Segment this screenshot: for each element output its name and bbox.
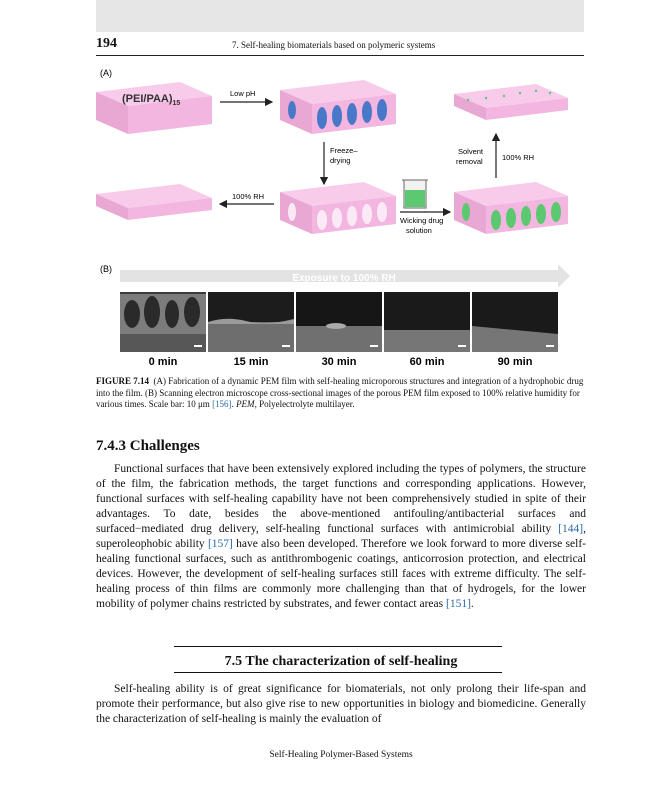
citation-157[interactable]: [157] [207, 538, 233, 550]
section-rule-bottom [174, 672, 502, 673]
paragraph-challenges [96, 462, 586, 612]
film-label: $(PEI/PAA)_{15}$ [122, 93, 181, 107]
sem-time-3: 60 min [409, 356, 445, 368]
citation-151[interactable]: [151] [446, 598, 471, 610]
freeze-label-1: Freeze– [330, 146, 358, 155]
citation-144[interactable]: [144] [558, 523, 584, 535]
sem-time-0: 0 min [148, 356, 178, 368]
film-drug-loaded [454, 182, 568, 234]
figure-schematic [96, 62, 584, 374]
sem-time-1: 15 min [233, 356, 269, 368]
section-rule-top [174, 646, 502, 647]
caption-label: FIGURE 7.14 [96, 376, 150, 386]
film-healed [96, 184, 212, 220]
running-title: 7. Self-healing biomaterials based on polymeric systems [232, 40, 436, 50]
header-rule [96, 55, 584, 56]
figure-caption [96, 376, 586, 411]
film-porous-blue [280, 80, 396, 134]
caption-text-3: , Polyelectrolyte multilayer. [254, 399, 355, 409]
beaker-icon [402, 180, 428, 208]
low-ph-label: Low pH [230, 89, 256, 98]
section-heading-7-4-3: 7.4.3 Challenges [96, 438, 200, 454]
film-final [454, 84, 568, 120]
solvent-label-1: Solvent [458, 147, 484, 156]
sem-time-2: 30 min [321, 356, 357, 368]
exposure-label: Exposure to 100% RH [292, 273, 396, 284]
figure-7-14 [96, 62, 584, 374]
panel-b-label: (B) [100, 264, 112, 274]
sem-time-4: 90 min [497, 356, 533, 368]
film-initial [96, 82, 212, 134]
top-gray-band [96, 0, 584, 32]
rh-right-label: 100% RH [502, 153, 535, 162]
para-text-a: Functional surfaces that have been extensively explored including the types of polymers, the structure of the film, the fabrication methods, the target functions and corresponding applications. However, functional surfaces with self-healing capability have not been comprehensively studied in spite of their advantages. To date, besides the above-mentioned antifouling/antibacterial surfaces and surfaced−mediated drug delivery, self-healing functional surfaces with antimicrobial ability [96, 463, 586, 535]
caption-abbr: PEM [236, 399, 255, 409]
film-porous-empty [280, 182, 396, 234]
caption-text-2: . [231, 399, 237, 409]
sem-images [120, 292, 558, 352]
paragraph-characterization: Self-healing ability is of great significance for biomaterials, not only prolong their life-span and promote their performance, but also give rise to new opportunities in biology and biomedicine. Generally the characterization of self-healing is mainly the evaluation of [96, 683, 586, 725]
page-number: 194 [96, 36, 117, 51]
panel-a-label: (A) [100, 68, 112, 78]
para-text-b: , superoleophobic ability [96, 523, 586, 550]
section-heading-7-5: 7.5 The characterization of self-healing [224, 654, 458, 669]
caption-text-1: (A) Fabrication of a dynamic PEM film with self-healing microporous structures and integration of a hydrophobic drug into the film. (B) Scanning electron microscope cross-sectional images of the porous PEM film exposed to 100% relative humidity for various times. Scale bar: 10 μm [96, 376, 584, 409]
wicking-label-2: solution [406, 226, 432, 235]
rh-left-label: 100% RH [232, 192, 265, 201]
solvent-label-2: removal [456, 157, 483, 166]
para-text-d: . [470, 598, 474, 610]
page-footer: Self-Healing Polymer-Based Systems [269, 750, 413, 760]
para-text-c: have also been developed. Therefore we look forward to more diverse self-healing functional surfaces, such as antithrombogenic coatings, anticorrosion protection, and electrical devices. However, the development of self-healing surfaces still faces with extreme difficulty. The self-healing process of thin films are commonly more challenging than that of hydrogels, for the lower mobility of polymer chains restricted by substrates, and fewer contact areas [96, 538, 586, 610]
freeze-label-2: drying [330, 156, 351, 165]
caption-citation[interactable]: [156] [212, 399, 232, 409]
wicking-label-1: Wicking drug [400, 216, 444, 225]
